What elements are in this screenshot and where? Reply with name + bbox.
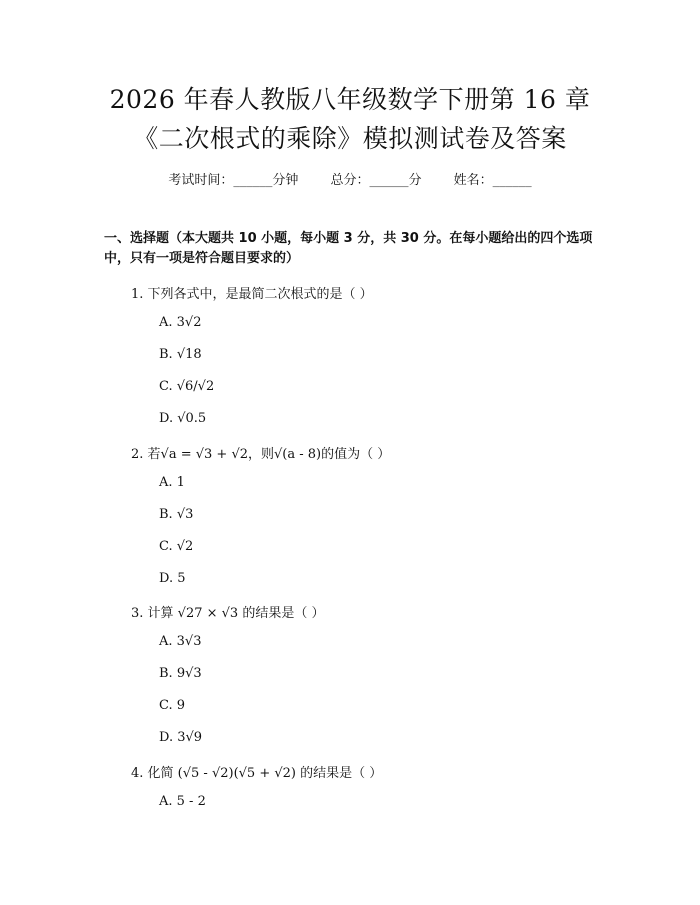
question-2-option-c: C. √2 [159,539,194,554]
question-2-option-d: D. 5 [159,571,186,586]
question-3: 3. 计算 √27 × √3 的结果是（ ） [131,606,325,621]
question-3-option-b: B. 9√3 [159,666,202,681]
question-1-option-d: D. √0.5 [159,411,207,426]
exam-time-field: 考试时间：______分钟 [168,173,299,188]
question-3-option-c: C. 9 [159,698,186,713]
question-4-option-a: A. 5 - 2 [159,794,206,809]
page-title-line-2: 《二次根式的乘除》模拟测试卷及答案 [133,124,567,153]
question-3-option-d: D. 3√9 [159,730,203,745]
student-name-field: 姓名：______ [453,173,532,188]
question-4: 4. 化简 (√5 - √2)(√5 + √2) 的结果是（ ） [131,766,383,781]
question-1-option-b: B. √18 [159,347,202,362]
exam-info [0,169,700,188]
section-heading: 一、选择题（本大题共 10 小题，每小题 3 分，共 30 分。在每小题给出的四个选项中，只有一项是符合题目要求的） [104,231,593,266]
question-1-option-a: A. 3√2 [159,315,202,330]
question-1-option-c: C. √6/√2 [159,379,215,394]
question-2-option-a: A. 1 [159,475,185,490]
total-score-field: 总分：______分 [330,173,422,188]
question-2: 2. 若√a = √3 + √2，则√(a - 8)的值为（ ） [131,447,391,462]
question-2-option-b: B. √3 [159,507,194,522]
page-title-line-1: 2026 年春人教版八年级数学下册第 16 章 [109,85,591,114]
question-3-option-a: A. 3√3 [159,634,202,649]
question-1: 1. 下列各式中，是最简二次根式的是（ ） [131,287,373,302]
